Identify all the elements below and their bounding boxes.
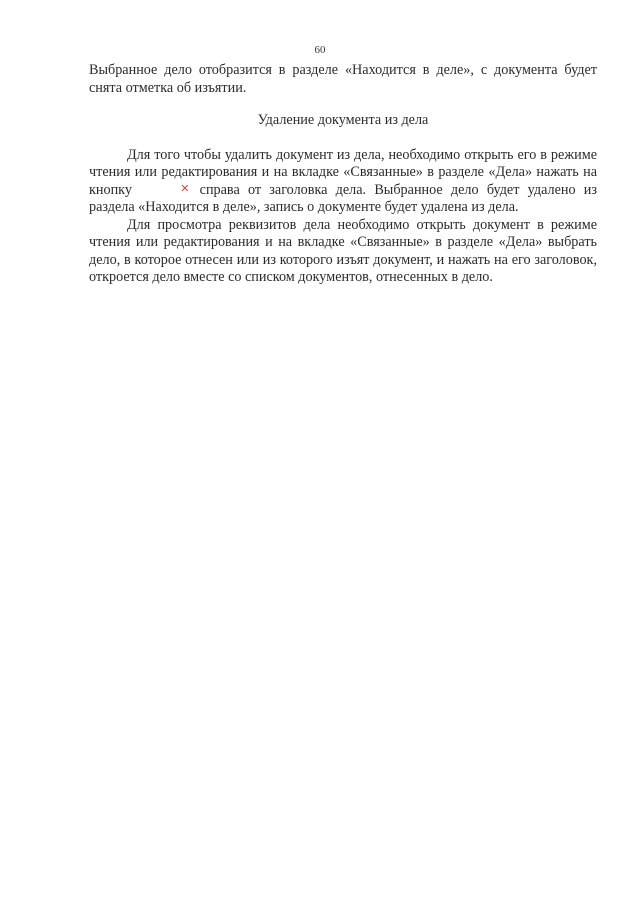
details-paragraph: Для просмотра реквизитов дела необходимо открыть документ в режиме чтения или редактирования и на вкладке «Связанные» в разделе «Дела» выбрать дело, в которое отнесен или из которого изъят документ, и нажать на его заголовок, откроется дело вместе со списком документов, отнесенных в дело. (89, 216, 597, 285)
page-number: 60 (314, 44, 326, 56)
intro-paragraph: Выбранное дело отобразится в разделе «Находится в деле», с документа будет снята отметка об изъятии. (89, 62, 597, 96)
document-body (89, 62, 597, 287)
delete-paragraph (89, 147, 597, 217)
delete-paragraph-text-before: Для того чтобы удалить документ из дела, необходимо открыть его в режиме чтения или редактирования и на вкладке «Связанные» в разделе «Дела» нажать на кнопку (89, 146, 597, 198)
delete-x-icon: ✕ (180, 181, 190, 195)
delete-paragraph-text-after: справа от заголовка дела. Выбранное дело будет удалено из раздела «Находится в деле», запись о документе будет удалена из дела. (89, 181, 597, 215)
section-heading: Удаление документа из дела (257, 112, 429, 128)
